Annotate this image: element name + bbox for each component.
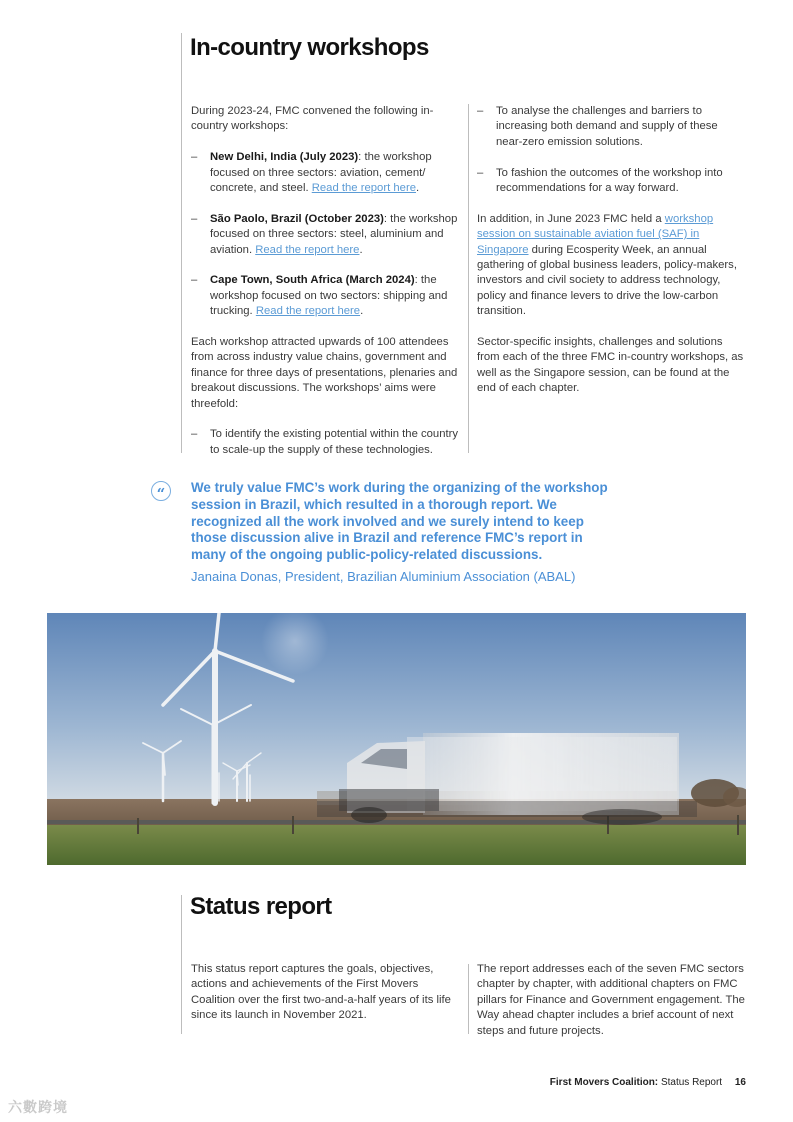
watermark-logo: 六數跨境 (8, 1099, 68, 1115)
workshops-right-column (477, 104, 747, 412)
quote-icon: “ (151, 481, 171, 501)
dash-bullet: – (191, 428, 198, 441)
aim-item (191, 427, 459, 458)
workshop-name: New Delhi, India (July 2023) (210, 151, 359, 164)
singapore-post: during Ecosperity Week, an annual gathering of global business leaders, policy-makers, investors and civil society to address technology, policy and finance levers to drive the low-carbon transition. (477, 243, 737, 318)
singapore-paragraph (477, 212, 747, 320)
dash-bullet: – (191, 274, 198, 287)
workshop-name: São Paolo, Brazil (October 2023) (210, 212, 384, 225)
status-right-paragraph: The report addresses each of the seven FMC sectors chapter by chapter, with additional chapters on FMC pillars for Finance and Government engagement. The Way ahead chapter includes a brief account of next steps and future projects. (477, 963, 745, 1037)
insights-paragraph: Sector-specific insights, challenges and solutions from each of the three FMC in-country workshops, as well as the Singapore session, can be found at the end of each chapter. (477, 336, 744, 395)
dash-bullet: – (191, 151, 198, 164)
workshop-desc: : the workshop focused on three sectors: aviation, cement/ concrete, and steel. (210, 151, 432, 195)
status-left-column (191, 962, 463, 1039)
column-divider-bottom (468, 964, 469, 1034)
dash-bullet: – (191, 212, 198, 225)
read-report-link-new-delhi[interactable]: Read the report here (311, 182, 416, 195)
wind-turbines-truck-photo (47, 613, 746, 865)
title-rule-top (181, 33, 182, 453)
workshop-item-cape-town (191, 273, 459, 319)
workshop-desc: : the workshop focused on three sectors: steel, aluminium and aviation. (210, 212, 458, 256)
aim-item (477, 166, 747, 197)
dash-bullet: – (477, 166, 484, 179)
workshops-left-column (191, 104, 459, 474)
quote-attribution: Janaina Donas, President, Brazilian Aluminium Association (ABAL) (191, 569, 576, 584)
singapore-pre: In addition, in June 2023 FMC held a (477, 212, 665, 225)
title-rule-bottom (181, 895, 182, 1034)
aim-text: To fashion the outcomes of the workshop into recommendations for a way forward. (496, 166, 723, 195)
read-report-link-sao-paolo[interactable]: Read the report here (255, 243, 360, 256)
footer-brand: First Movers Coalition: (549, 1077, 659, 1088)
singapore-saf-workshop-link[interactable]: workshop session on sustainable aviation fuel (SAF) in Singapore (477, 212, 714, 256)
column-divider-top (468, 104, 469, 453)
workshops-intro: During 2023-24, FMC convened the following in-country workshops: (191, 105, 434, 133)
aim-text: To identify the existing potential within the country to scale-up the supply of these technologies. (210, 428, 459, 456)
pull-quote: We truly value FMC’s work during the organizing of the workshop session in Brazil, which resulted in a thorough report. We recognized all the work involved and we surely intend to keep those discussion alive in Brazil and reference FMC’s report in many of the ongoing public-policy-related discussions. (191, 480, 608, 563)
period: . (360, 305, 364, 318)
page-footer (550, 1077, 746, 1088)
workshop-desc: : the workshop focused on two sectors: shipping and trucking. (210, 274, 448, 318)
read-report-link-cape-town[interactable]: Read the report here (255, 305, 361, 318)
section-title-workshops: In-country workshops (190, 34, 429, 61)
period: . (415, 182, 420, 195)
status-left-paragraph: This status report captures the goals, objectives, actions and achievements of the First Movers Coalition over the first two-and-a-half years of its life since its launch in November 2021. (191, 963, 451, 1022)
aim-item (477, 104, 747, 150)
section-title-status: Status report (190, 893, 332, 920)
status-right-column (477, 962, 747, 1054)
workshop-item-new-delhi (191, 150, 459, 196)
workshop-item-sao-paolo (191, 212, 459, 258)
dash-bullet: – (477, 105, 484, 117)
aim-text: To analyse the challenges and barriers to increasing both demand and supply of these near-zero emission solutions. (496, 105, 718, 148)
workshops-aims-paragraph: Each workshop attracted upwards of 100 attendees from across industry value chains, government and finance for three days of presentations, plenaries and breakout discussions. The workshops’ aims were threefold: (191, 336, 458, 410)
workshop-name: Cape Town, South Africa (March 2024) (210, 274, 415, 287)
footer-doc: Status Report (660, 1077, 723, 1088)
period: . (359, 243, 363, 256)
page-number: 16 (734, 1077, 746, 1088)
